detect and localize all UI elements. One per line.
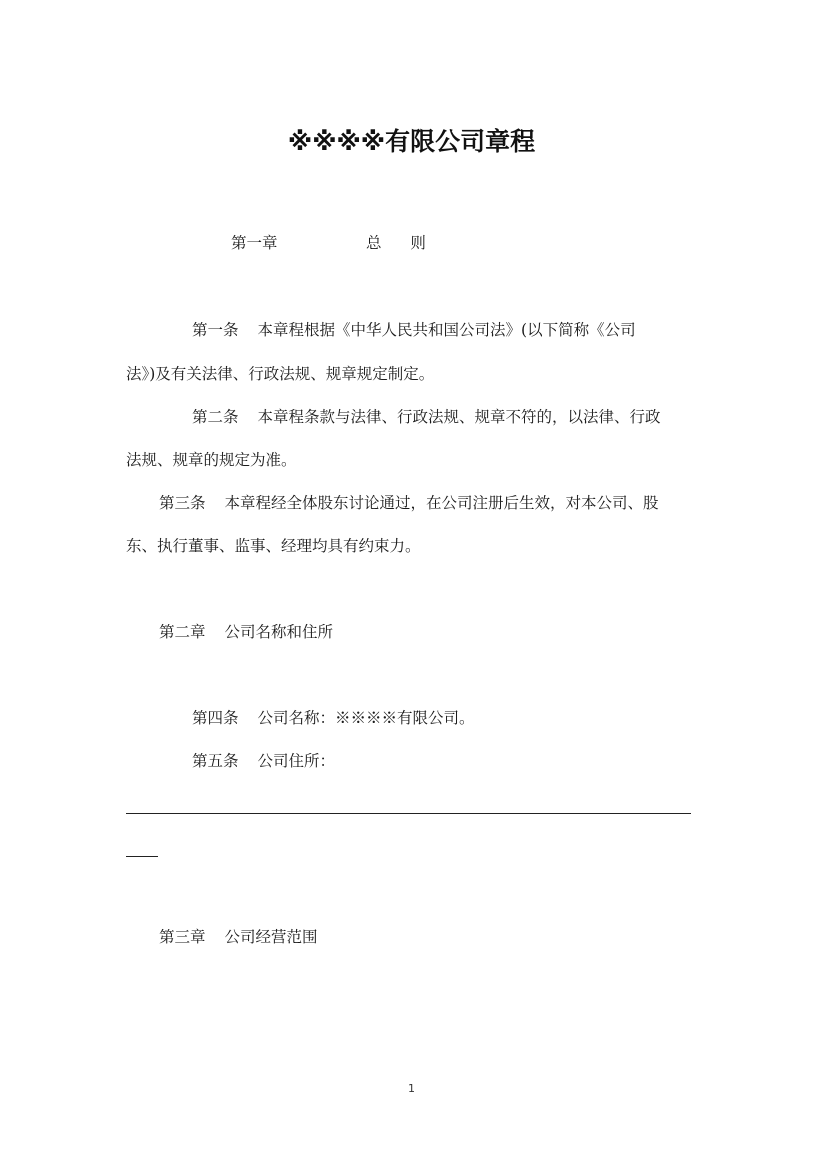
article-5-text: 公司住所： — [257, 752, 336, 770]
article-4-text: 公司名称：※※※※有限公司。 — [257, 709, 475, 727]
article-1-text-line2: 法》)及有关法律、行政法规、规章规定制定。 — [126, 365, 435, 383]
article-3-text-line2: 东、执行董事、监事、经理均具有约束力。 — [126, 537, 421, 555]
chapter-1-number: 第一章 — [231, 234, 278, 252]
chapter-3-heading — [159, 927, 318, 947]
article-5-number: 第五条 — [192, 752, 239, 770]
article-2-number: 第二条 — [192, 408, 239, 426]
chapter-1-title: 总 则 — [366, 234, 438, 252]
article-3-text-line1: 本章程经全体股东讨论通过，在公司注册后生效，对本公司、股 — [224, 494, 659, 512]
chapter-3-number: 第三章 — [159, 928, 206, 946]
article-1-text-line1: 本章程根据《中华人民共和国公司法》(以下简称《公司 — [257, 321, 636, 339]
article-2-text-line1: 本章程条款与法律、行政法规、规章不符的，以法律、行政 — [257, 408, 661, 426]
document-title: ※※※※有限公司章程 — [287, 127, 536, 156]
article-1 — [192, 320, 636, 340]
page-number: 1 — [408, 1082, 415, 1095]
address-fill-line — [126, 813, 691, 814]
article-3 — [159, 493, 659, 513]
article-4 — [192, 708, 475, 728]
article-1-number: 第一条 — [192, 321, 239, 339]
article-3-number: 第三条 — [159, 494, 206, 512]
chapter-2-heading — [159, 622, 333, 642]
article-2-text-line2: 法规、规章的规定为准。 — [126, 451, 297, 469]
article-2 — [192, 407, 661, 427]
chapter-2-number: 第二章 — [159, 623, 206, 641]
chapter-2-title: 公司名称和住所 — [224, 623, 334, 641]
address-fill-line-continued — [126, 856, 158, 857]
article-5 — [192, 751, 335, 771]
chapter-3-title: 公司经营范围 — [224, 928, 318, 946]
article-4-number: 第四条 — [192, 709, 239, 727]
